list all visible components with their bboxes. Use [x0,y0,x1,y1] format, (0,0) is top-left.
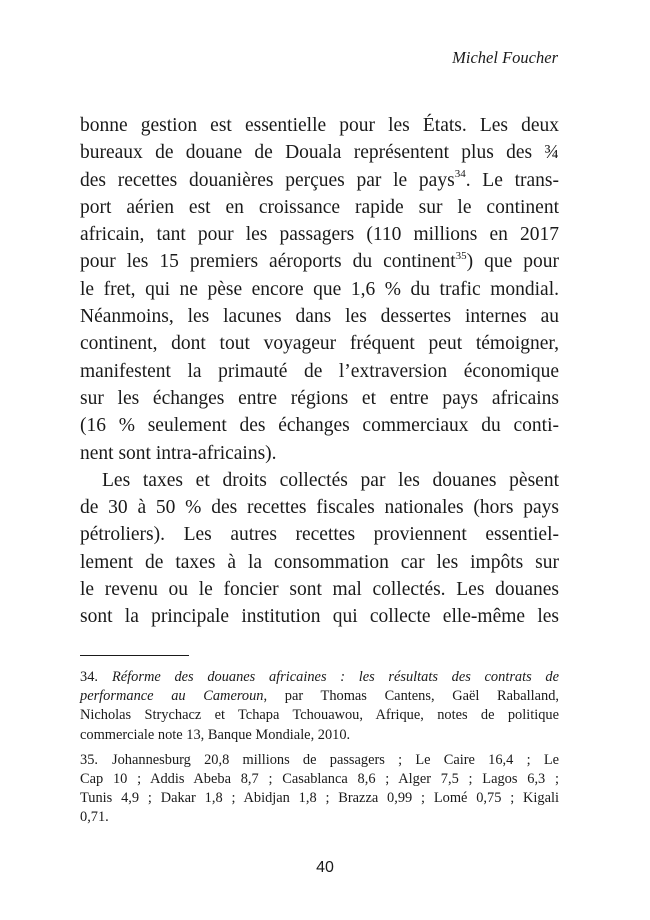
footnote-ref-34[interactable]: 34 [454,168,466,181]
body-line: continent, dont tout voyageur fréquent peut témoigner, [80,333,559,355]
footnote-ref-35[interactable]: 35 [455,249,467,262]
body-line: port aérien est en croissance rapide sur le continent [80,196,559,218]
footnote-title: Réforme des douanes africaines : les résultats des contrats de [112,669,559,685]
page-number: 40 [316,859,334,876]
running-header-author: Michel Foucher [452,48,558,67]
footnote-line [80,668,559,687]
body-text [80,112,559,631]
body-line: africain, tant pour les passagers (110 millions en 2017 [80,224,559,246]
body-line: (16 % seulement des échanges commerciaux du conti- [80,415,559,437]
body-line: sont la principale institution qui collecte elle-même les [80,606,559,628]
body-line-text: ) que pour [466,251,559,273]
footnote-number: 35. [80,751,98,768]
body-line-text: . Le trans- [465,169,560,191]
body-line [80,248,559,275]
body-line: de 30 à 50 % des recettes fiscales nationales (hors pays [80,497,559,519]
footnote-line: Cap 10 ; Addis Abeba 8,7 ; Casablanca 8,6 ; Alger 7,5 ; Lagos 6,3 ; [80,770,559,787]
body-line: bonne gestion est essentielle pour les États. Les deux [80,115,559,136]
footnote-34 [80,668,559,745]
footnote-35 [80,751,559,828]
footnote-text: Johannesburg 20,8 millions de passagers ; Le Caire 16,4 ; Le [112,751,559,768]
footnote-line [80,751,559,770]
footnote-line: 0,71. [80,809,109,826]
footnote-number: 34. [80,669,98,685]
footnote-line [80,687,559,706]
body-line: Les taxes et droits collectés par les douanes pèsent [102,469,559,491]
body-line: sur les échanges entre régions et entre pays africains [80,387,559,409]
footnote-line: Tunis 4,9 ; Dakar 1,8 ; Abidjan 1,8 ; Brazza 0,99 ; Lomé 0,75 ; Kigali [80,790,559,807]
footnote-line: Nicholas Strychacz et Tchapa Tchouawou, Afrique, notes de politique [80,707,559,724]
footnote-title: performance au Cameroun [80,688,264,705]
body-line [80,167,559,194]
body-line-text: des recettes douanières perçues par le pays [80,169,455,191]
footnote-divider [80,655,189,656]
body-line: pétroliers). Les autres recettes proviennent essentiel- [80,524,559,546]
body-line: nent sont intra-africains). [80,442,277,464]
body-line-text: pour les 15 premiers aéroports du continent [80,251,456,273]
body-line: bureaux de douane de Douala représentent plus des ¾ [80,142,559,164]
body-line: le revenu ou le foncier sont mal collectés. Les douanes [80,579,559,601]
footnote-line: commerciale note 13, Banque Mondiale, 2010. [80,726,351,743]
body-line: le fret, qui ne pèse encore que 1,6 % du trafic mondial. [80,278,559,300]
body-line: Néanmoins, les lacunes dans les dessertes internes au [80,306,559,328]
body-line: lement de taxes à la consommation car les impôts sur [80,551,559,573]
footnote-text: , par Thomas Cantens, Gaël Raballand, [263,688,559,705]
body-line: manifestent la primauté de l’extraversion économique [80,360,559,382]
footnotes [80,668,559,828]
